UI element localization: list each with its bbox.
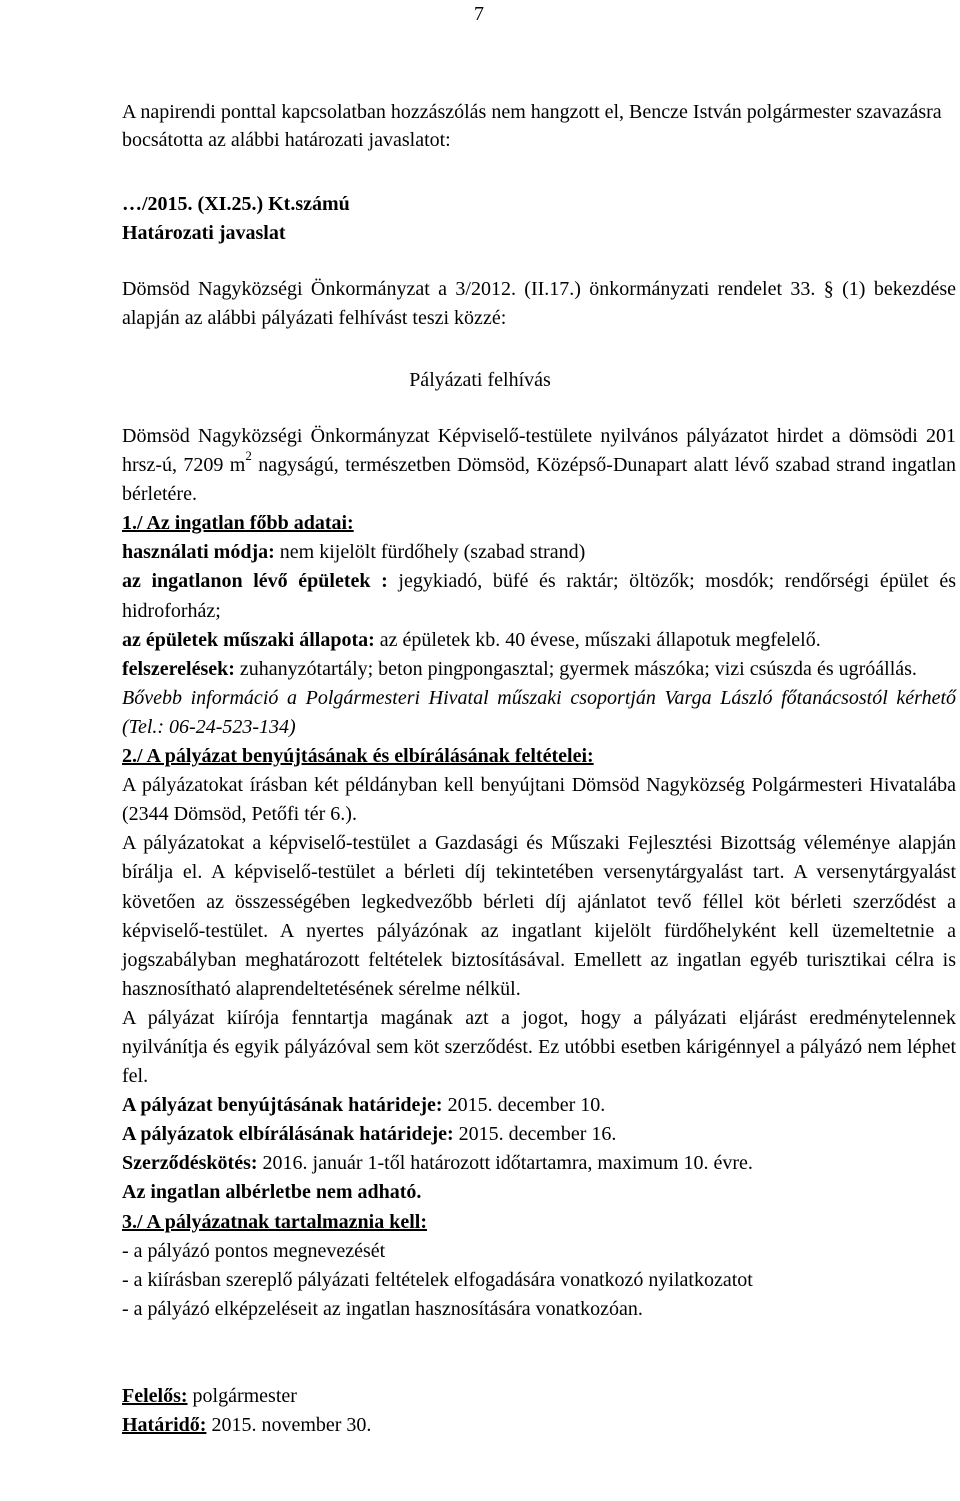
spacer — [122, 1324, 956, 1382]
buildings-label: az ingatlanon lévő épületek : — [122, 570, 388, 593]
condition-value: az épületek kb. 40 évese, műszaki állapotuk megfelelő. — [374, 628, 821, 651]
equipment-label: felszerelések: — [122, 657, 235, 680]
responsible-label: Felelős: — [122, 1384, 188, 1407]
submission-deadline-label: A pályázat benyújtásának határideje: — [122, 1094, 443, 1117]
document-body — [122, 422, 956, 1440]
submission-deadline — [122, 1091, 956, 1120]
deadline-label: Határidő: — [122, 1414, 207, 1436]
sublease-line: Az ingatlan albérletbe nem adható. — [122, 1181, 422, 1204]
equipment-value: zuhanyzótartály; beton pingpongasztal; gyermek mászóka; vizi csúszda és ugróállás. — [234, 657, 917, 680]
section1-heading: 1./ Az ingatlan főbb adatai: — [122, 512, 354, 535]
section2-paragraph-1: A pályázatokat írásban két példányban kell benyújtani Dömsöd Nagyközség Polgármesteri Hivatalába (2344 Dömsöd, Petőfi tér 6.). — [122, 774, 956, 826]
use-line — [122, 538, 956, 567]
resolution-basis: Dömsöd Nagyközségi Önkormányzat a 3/2012. (II.17.) önkormányzati rendelet 33. § (1) bekezdése alapján az alábbi pályázati felhívást teszi közzé: — [122, 278, 956, 329]
resolution-number: …/2015. (XI.25.) Kt.számú — [122, 193, 350, 215]
evaluation-deadline-value: 2015. december 16. — [453, 1123, 617, 1146]
list-item: - a pályázó pontos megnevezését — [122, 1239, 386, 1262]
page-number: 7 — [474, 3, 484, 25]
evaluation-deadline-label: A pályázatok elbírálásának határideje: — [122, 1123, 454, 1146]
condition-line — [122, 626, 956, 655]
call-title: Pályázati felhívás — [409, 369, 551, 391]
resolution-heading: Határozati javaslat — [122, 222, 286, 244]
contract-value: 2016. január 1-től határozott időtartamra, maximum 10. évre. — [257, 1152, 753, 1175]
list-item: - a pályázó elképzeléseit az ingatlan hasznosítására vonatkozóan. — [122, 1297, 643, 1320]
buildings-value: jegykiadó, büfé és raktár; öltözők; mosdók; rendőrségi épület és hidroforház; — [122, 570, 956, 622]
contract-label: Szerződéskötés: — [122, 1152, 258, 1175]
intro-paragraph: A napirendi ponttal kapcsolatban hozzászólás nem hangzott el, Bencze István polgármester szavazásra bocsátotta az alábbi határozati javaslatot: — [122, 101, 942, 151]
announcement-paragraph — [122, 422, 956, 509]
resolution-header — [122, 190, 956, 248]
submission-deadline-value: 2015. december 10. — [442, 1094, 606, 1117]
condition-label: az épületek műszaki állapota: — [122, 628, 375, 651]
contract-line — [122, 1149, 956, 1178]
responsible-value: polgármester — [187, 1384, 297, 1407]
deadline-line — [122, 1411, 956, 1440]
responsible-line — [122, 1382, 956, 1411]
section2-paragraph-3: A pályázat kiírója fenntartja magának azt a jogot, hogy a pályázati eljárást eredménytelennek nyilvánítja és egyik pályázóval sem köt szerződést. Ez utóbbi esetben kárigénnyel a pályázó nem léphet fel. — [122, 1006, 956, 1088]
evaluation-deadline — [122, 1120, 956, 1149]
equipment-line — [122, 655, 956, 684]
buildings-line — [122, 567, 956, 625]
section2-paragraph-2: A pályázatokat a képviselő-testület a Gazdasági és Műszaki Fejlesztési Bizottság véleménye alapján bírálja el. A képviselő-testület a bérleti díj tekintetében versenytárgyalást tart. A versenytárgyalást követően az összességében legkedvezőbb bérleti díj ajánlatot tevő féllel köt bérleti szerződést a képviselő-testület. A nyertes pályázónak az ingatlant kijelölt fürdőhelyként kell üzemeltetnie a jogszabályban meghatározott feltételek biztosításával. Emellett az ingatlan egyéb turisztikai célra is hasznosítható alaprendeltetésének sérelme nélkül. — [122, 832, 956, 1000]
announcement-text-1: Dömsöd Nagyközségi Önkormányzat Képviselő-testülete nyilvános pályázatot hirdet a dömsödi 201 hrsz-ú, 7209 m — [122, 425, 956, 477]
list-item: - a kiírásban szereplő pályázati feltételek elfogadására vonatkozó nyilatkozatot — [122, 1268, 753, 1291]
deadline-value: 2015. november 30. — [206, 1414, 372, 1436]
use-label: használati módja: — [122, 541, 275, 564]
info-line: Bővebb információ a Polgármesteri Hivatal műszaki csoportján Varga László főtanácsostól kérhető (Tel.: 06-24-523-134) — [122, 686, 956, 738]
announcement-text-2: nagyságú, természetben Dömsöd, Középső-Dunapart alatt lévő szabad strand ingatlan bérletére. — [122, 454, 956, 506]
square-superscript: 2 — [245, 448, 252, 464]
section3-heading: 3./ A pályázatnak tartalmaznia kell: — [122, 1210, 427, 1233]
use-value: nem kijelölt fürdőhely (szabad strand) — [274, 541, 586, 564]
section2-heading: 2./ A pályázat benyújtásának és elbírálásának feltételei: — [122, 745, 594, 768]
